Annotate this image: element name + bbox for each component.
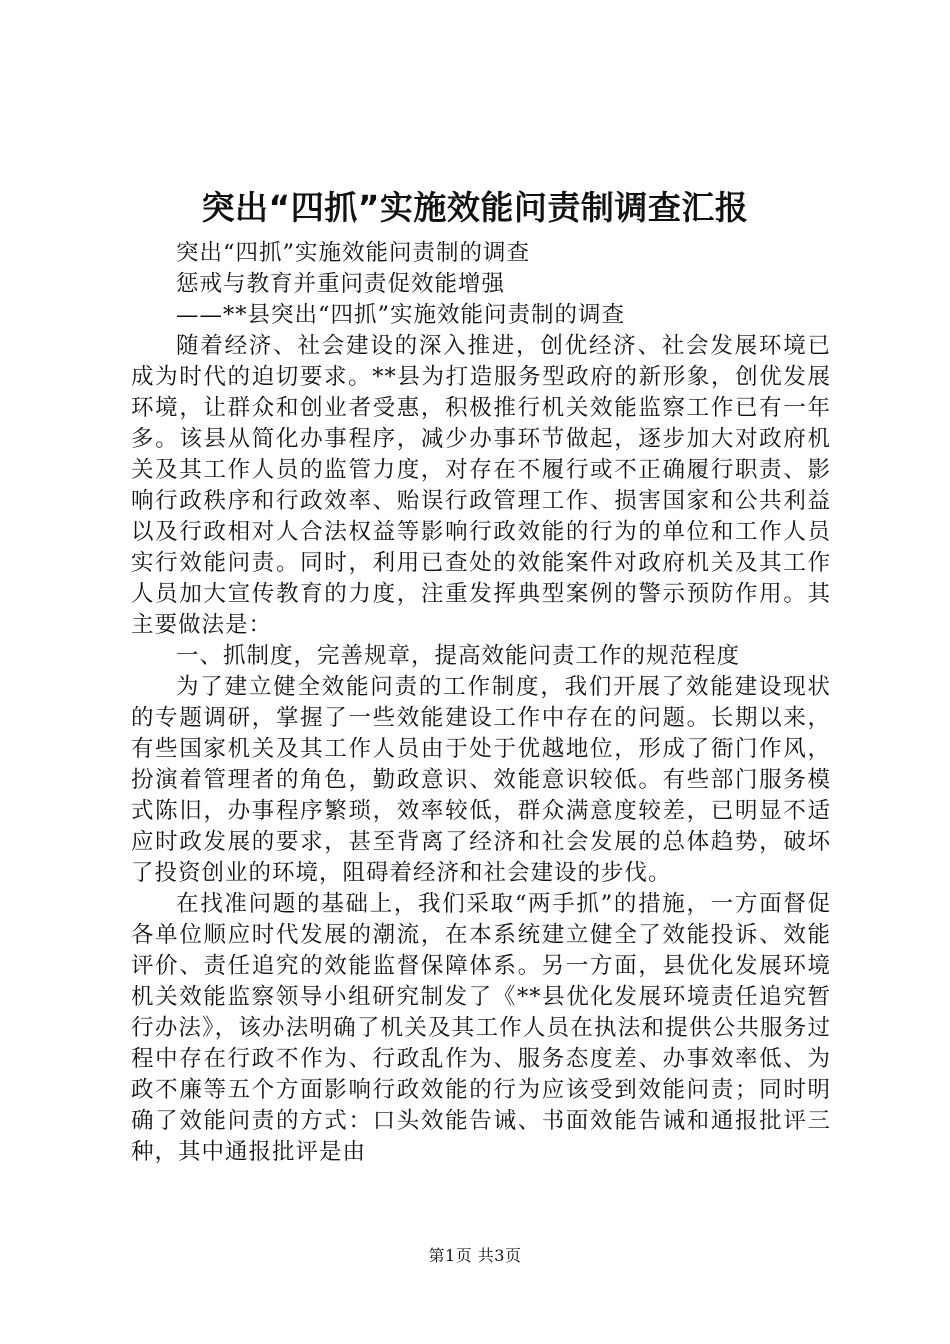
document-title: 突出“四抓”实施效能问责制调查汇报	[201, 188, 749, 227]
subtitle-line: 惩戒与教育并重问责促效能增强	[176, 271, 506, 297]
subtitle-line: 突出“四抓”实施效能问责制的调查	[176, 240, 531, 266]
page-number: 第1页 共3页	[428, 1246, 522, 1265]
subtitle-line: ——**县突出“四抓”实施效能问责制的调查	[176, 302, 626, 328]
section-heading: 一、抓制度，完善规章，提高效能问责工作的规范程度	[176, 643, 741, 669]
body-paragraph: 在找准问题的基础上，我们采取“两手抓”的措施，一方面督促各单位顺应时代发展的潮流，在本系统建立健全了效能投诉、效能评价、责任追究的效能监督保障体系。另一方面，县优化发展环境机关效能监察领导小组研究制发了《**县优化发展环境责任追究暂行办法》，该办法明确了机关及其工作人员在执法和提供公共服务过程中存在行政不作为、行政乱作为、服务态度差、办事效率低、为政不廉等五个方面影响行政效能的行为应该受到效能问责；同时明确了效能问责的方式：口头效能告诫、书面效能告诫和通报批评三种，其中通报批评是由	[131, 891, 831, 1165]
body-paragraph: 随着经济、社会建设的深入推进，创优经济、社会发展环境已成为时代的迫切要求。**县为打造服务型政府的新形象，创优发展环境，让群众和创业者受惠，积极推行机关效能监察工作已有一年多。该县从简化办事程序，减少办事环节做起，逐步加大对政府机关及其工作人员的监管力度，对存在不履行或不正确履行职责、影响行政秩序和行政效率、贻误行政管理工作、损害国家和公共利益以及行政相对人合法权益等影响行政效能的行为的单位和工作人员实行效能问责。同时，利用已查处的效能案件对政府机关及其工作人员加大宣传教育的力度，注重发挥典型案例的警示预防作用。其主要做法是：	[131, 333, 831, 638]
body-paragraph: 为了建立健全效能问责的工作制度，我们开展了效能建设现状的专题调研，掌握了一些效能建设工作中存在的问题。长期以来，有些国家机关及其工作人员由于处于优越地位，形成了衙门作风，扮演着管理者的角色，勤政意识、效能意识较低。有些部门服务模式陈旧，办事程序繁琐，效率较低，群众满意度较差，已明显不适应时政发展的要求，甚至背离了经济和社会发展的总体趋势，破坏了投资创业的环境，阻碍着经济和社会建设的步伐。	[131, 674, 831, 886]
document-body	[131, 238, 831, 1168]
